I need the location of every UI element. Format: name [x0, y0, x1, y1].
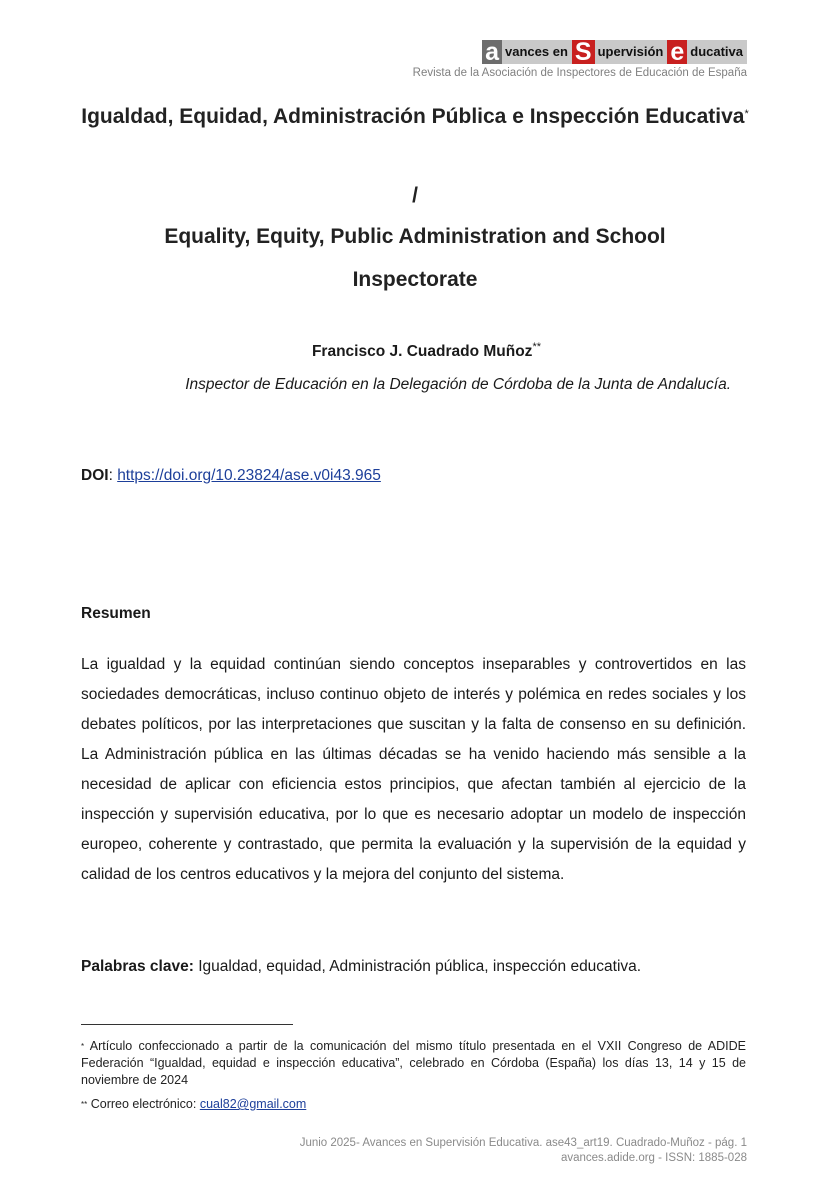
logo-letter-a: a: [482, 40, 502, 64]
title-english: Equality, Equity, Public Administration and School Inspectorate: [164, 225, 666, 291]
doi-label: DOI: [81, 467, 109, 484]
footer-line-1: Junio 2025- Avances en Supervisión Educativa. ase43_art19. Cuadrado-Muñoz - pág. 1: [299, 1137, 747, 1149]
abstract-heading: Resumen: [81, 605, 151, 622]
journal-subtitle: Revista de la Asociación de Inspectores de Educación de España: [412, 67, 747, 79]
keywords-text: Igualdad, equidad, Administración pública, inspección educativa.: [198, 958, 642, 975]
keywords: [81, 955, 746, 979]
doi-link[interactable]: https://doi.org/10.23824/ase.v0i43.965: [117, 467, 381, 484]
logo-letter-s: S: [572, 40, 595, 64]
footnote-2-marker: **: [81, 1100, 88, 1109]
logo-word-ducativa: ducativa: [687, 40, 747, 64]
title-separator: /: [412, 184, 418, 207]
author-name: [312, 343, 541, 361]
footnote-1-marker: *: [81, 1042, 85, 1051]
footnote-1: [81, 1038, 746, 1089]
logo-word-vances-en: vances en: [502, 40, 572, 64]
author-affiliation: Inspector de Educación en la Delegación de Córdoba de la Junta de Andalucía.: [185, 376, 731, 393]
email-link[interactable]: cual82@gmail.com: [199, 1097, 307, 1111]
footer-line-2: avances.adide.org - ISSN: 1885-028: [560, 1152, 747, 1164]
title-spanish-text: Igualdad, Equidad, Administración Pública e Inspección Educativa: [81, 105, 745, 128]
doi-line: [81, 467, 381, 485]
keywords-label: Palabras clave:: [81, 958, 194, 975]
author-footnote-marker[interactable]: **: [532, 341, 541, 353]
footnote-2: [81, 1096, 306, 1113]
footnote-divider: [81, 1024, 293, 1025]
logo-letter-e: e: [667, 40, 687, 64]
page-footer: [300, 1136, 747, 1166]
title-footnote-marker[interactable]: *: [744, 108, 749, 120]
doi-separator: :: [108, 467, 118, 484]
logo-word-upervision: upervisión: [595, 40, 668, 64]
journal-logo: [482, 40, 747, 64]
footnote-1-text: Artículo confeccionado a partir de la comunicación del mismo título presentada en el VXII Congreso de ADIDE Federación “Igualdad, equidad e inspección educativa”, celebrado en Córdoba (España) los días 13, 14 y 15 de noviembre de 2024: [81, 1039, 746, 1087]
abstract-text: La igualdad y la equidad continúan siendo conceptos inseparables y controvertidos en las sociedades democráticas, incluso continuo objeto de interés y polémica en redes sociales y los debates políticos, por las interpretaciones que suscitan y la falta de consenso en su definición. La Administración pública en las últimas décadas se ha venido haciendo más sensible a la necesidad de aplicar con eficiencia estos principios, que afectan también al ejercicio de la inspección y supervisión educativa, por lo que es necesario adoptar un modelo de inspección europeo, coherente y contrastado, que permita la evaluación y la supervisión de la equidad y calidad de los centros educativos y la mejora del conjunto del sistema.: [81, 656, 746, 883]
title-spanish: [80, 95, 750, 138]
footnote-2-label: Correo electrónico:: [90, 1097, 197, 1111]
author-name-text: Francisco J. Cuadrado Muñoz: [311, 343, 533, 360]
